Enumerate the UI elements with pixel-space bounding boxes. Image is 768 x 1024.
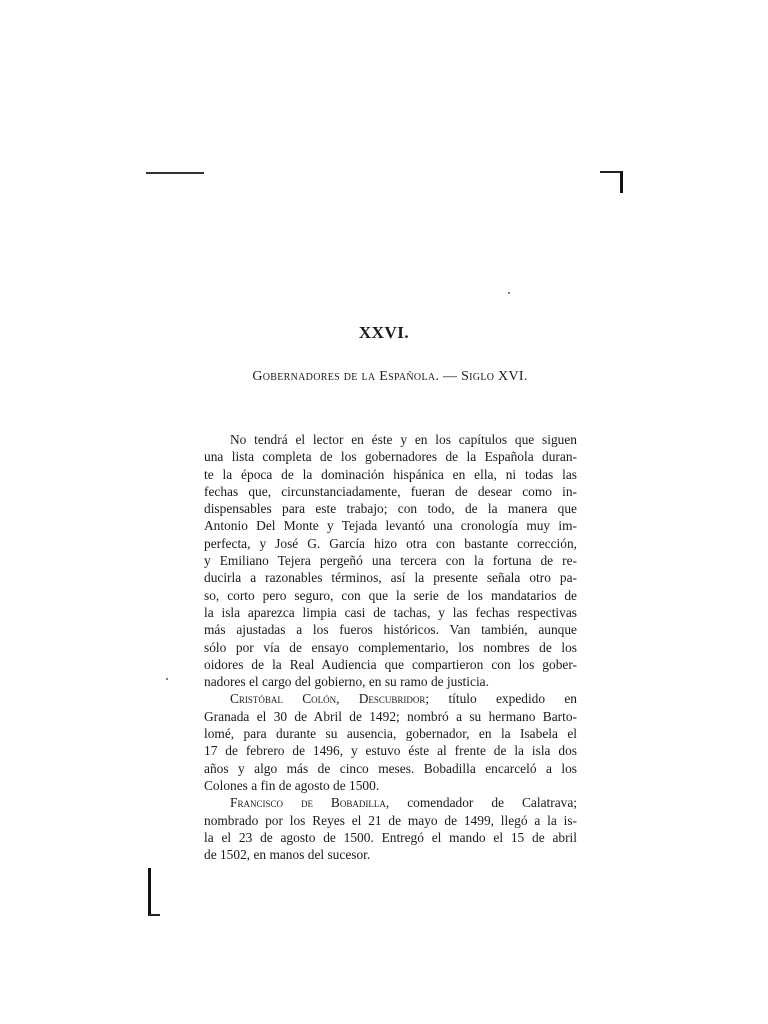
text-line: ducirla a razonables términos, así la presente señala otro pa- bbox=[204, 570, 577, 586]
text-line: No tendrá el lector en éste y en los capítulos que siguen bbox=[230, 432, 577, 447]
text-line: 17 de febrero de 1496, y estuvo éste al frente de la isla dos bbox=[204, 743, 577, 759]
text-line: Colones a fin de agosto de 1500. bbox=[204, 777, 380, 793]
scan-edge-mark bbox=[148, 914, 160, 916]
text-line: más ajustadas a los fueros históricos. Van también, aunque bbox=[204, 622, 577, 638]
text-line bbox=[204, 690, 577, 707]
text-line: fechas que, circunstanciadamente, fueran de desear como in- bbox=[204, 483, 577, 499]
entry-text: comendador de Calatrava; bbox=[407, 795, 577, 811]
text-line: oidores de la Real Audiencia que compartieron con los gober- bbox=[204, 656, 577, 672]
text-line: la isla aparezca limpia casi de tachas, y las fechas respectivas bbox=[204, 604, 577, 620]
scan-edge-mark bbox=[620, 171, 623, 193]
entry-text: título expedido en bbox=[448, 691, 577, 707]
text-line: la el 23 de agosto de 1500. Entregó el mando el 15 de abril bbox=[204, 829, 577, 845]
text-line: dispensables para este trabajo; con todo, de la manera que bbox=[204, 501, 577, 517]
chapter-title: Gobernadores de la Española. — Siglo XVI. bbox=[252, 369, 528, 384]
text-line: te la época de la dominación hispánica en ella, ni todas las bbox=[204, 466, 577, 482]
text-line bbox=[204, 794, 577, 811]
chapter-number: XXVI. bbox=[358, 323, 410, 342]
body-text bbox=[204, 431, 577, 863]
text-line: años y algo más de cinco meses. Bobadilla encarceló a los bbox=[204, 760, 577, 776]
scan-edge-mark bbox=[148, 868, 151, 916]
text-line: Granada el 30 de Abril de 1492; nombró a su hermano Barto- bbox=[204, 708, 577, 724]
text-line: so, corto pero seguro, con que la serie de los mandatarios de bbox=[204, 587, 577, 603]
scan-edge-mark bbox=[600, 171, 622, 173]
text-line: y Emiliano Tejera pergeñó una tercera con la fortuna de re- bbox=[204, 553, 577, 569]
text-line: nombrado por los Reyes el 21 de mayo de 1499, llegó a la is- bbox=[204, 812, 577, 828]
entry-name: Francisco de Bobadilla, bbox=[230, 795, 390, 811]
text-line: lomé, para durante su ausencia, gobernador, en la Isabela el bbox=[204, 726, 577, 742]
text-line: Antonio Del Monte y Tejada levantó una cronología muy im- bbox=[204, 518, 577, 534]
scan-speck bbox=[166, 678, 168, 680]
text-line: nadores el cargo del gobierno, en su ramo de justicia. bbox=[204, 674, 489, 690]
text-line: sólo por vía de ensayo complementario, los nombres de los bbox=[204, 639, 577, 655]
scan-edge-mark bbox=[146, 172, 204, 174]
text-line: perfecta, y José G. García hizo otra con bastante corrección, bbox=[204, 535, 577, 551]
text-line: de 1502, en manos del sucesor. bbox=[204, 847, 371, 863]
entry-name: Cristóbal Colón, Descubridor; bbox=[230, 691, 430, 707]
text-line: una lista completa de los gobernadores de la Española duran- bbox=[204, 449, 577, 465]
scan-speck bbox=[508, 292, 510, 294]
